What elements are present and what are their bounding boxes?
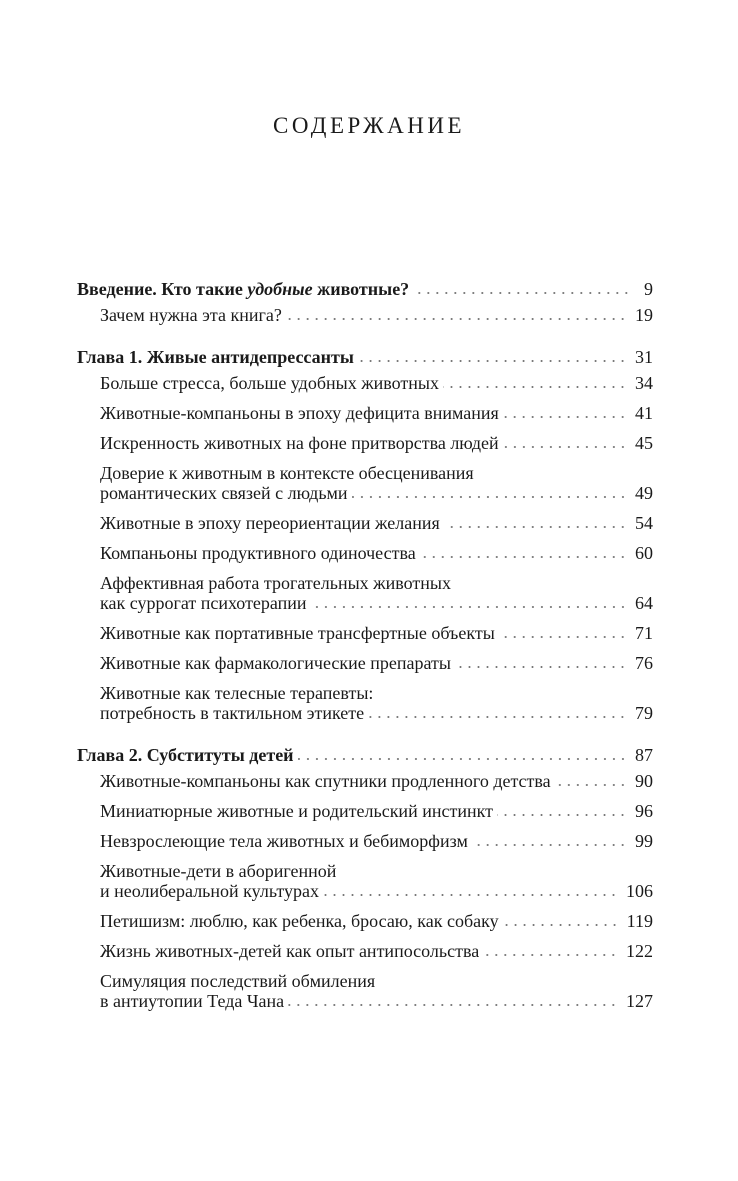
toc-entry-line xyxy=(100,653,653,673)
dot-leader xyxy=(443,385,627,389)
toc-entry-text: Животные как портативные трансфертные объекты xyxy=(100,623,495,643)
toc-entry-line xyxy=(100,703,653,723)
page-number: 31 xyxy=(635,347,653,367)
page-number: 54 xyxy=(635,513,653,533)
toc-entry-line xyxy=(100,623,653,643)
page-number: 119 xyxy=(626,911,653,931)
toc-entry[interactable] xyxy=(77,831,653,851)
toc-entry-line xyxy=(100,543,653,563)
toc-section-chapter-2 xyxy=(77,745,653,1011)
page-number: 60 xyxy=(635,543,653,563)
page-number: 99 xyxy=(635,831,653,851)
toc-entry[interactable] xyxy=(77,653,653,673)
toc-section-intro xyxy=(77,279,653,325)
dot-leader xyxy=(311,605,627,609)
toc-entry-text: потребность в тактильном этикете xyxy=(100,703,365,723)
table-of-contents xyxy=(77,279,653,1011)
toc-entry[interactable] xyxy=(77,801,653,821)
toc-entry-text: в антиутопии Теда Чана xyxy=(100,991,285,1011)
toc-entry-line xyxy=(100,881,653,901)
dot-leader xyxy=(483,953,618,957)
dot-leader xyxy=(444,525,627,529)
dot-leader xyxy=(503,923,619,927)
toc-heading-chapter-1[interactable] xyxy=(77,347,653,367)
toc-entry-text: Животные в эпоху переориентации желания xyxy=(100,513,440,533)
dot-leader xyxy=(503,415,627,419)
toc-entry-line xyxy=(100,573,653,593)
page-number: 19 xyxy=(635,305,653,325)
toc-entry[interactable] xyxy=(77,403,653,423)
toc-heading-text: Глава 1. Живые антидепрессанты xyxy=(77,347,354,367)
page-number: 127 xyxy=(626,991,653,1011)
toc-entry-text: Животные-компаньоны как спутники продленного детства xyxy=(100,771,551,791)
toc-entry[interactable] xyxy=(77,463,653,503)
toc-entry[interactable] xyxy=(77,971,653,1011)
page-number: 45 xyxy=(635,433,653,453)
toc-entry[interactable] xyxy=(77,433,653,453)
toc-entry[interactable] xyxy=(77,305,653,325)
toc-entry-line xyxy=(100,861,653,881)
toc-entry-line xyxy=(100,941,653,961)
dot-leader xyxy=(503,445,627,449)
dot-leader xyxy=(323,893,618,897)
toc-entry-text: Животные как фармакологические препараты xyxy=(100,653,451,673)
page-number: 49 xyxy=(635,483,653,503)
toc-entry-line xyxy=(100,911,653,931)
toc-entry-line xyxy=(100,831,653,851)
dot-leader xyxy=(555,783,627,787)
toc-entry-line xyxy=(100,403,653,423)
dot-leader xyxy=(288,1003,618,1007)
dot-leader xyxy=(420,555,627,559)
toc-entry-text: Доверие к животным в контексте обесценивания xyxy=(100,463,474,483)
dot-leader xyxy=(497,813,627,817)
page-number: 76 xyxy=(635,653,653,673)
toc-entry-text: Компаньоны продуктивного одиночества xyxy=(100,543,416,563)
page-number: 34 xyxy=(635,373,653,393)
toc-entry-text: Миниатюрные животные и родительский инстинкт xyxy=(100,801,493,821)
toc-entry-text: и неолиберальной культурах xyxy=(100,881,319,901)
toc-entry-line xyxy=(100,771,653,791)
page-number: 9 xyxy=(644,279,653,299)
toc-entry-text: Животные-компаньоны в эпоху дефицита внимания xyxy=(100,403,499,423)
page-number: 41 xyxy=(635,403,653,423)
toc-entry-line xyxy=(100,683,653,703)
toc-entry-line xyxy=(100,433,653,453)
toc-entry-line xyxy=(100,373,653,393)
dot-leader xyxy=(352,495,627,499)
dot-leader xyxy=(358,359,627,363)
toc-entry-line xyxy=(100,971,653,991)
dot-leader xyxy=(298,757,627,761)
toc-entry-text: Животные как телесные терапевты: xyxy=(100,683,374,703)
toc-entry-line xyxy=(100,991,653,1011)
dot-leader xyxy=(413,291,631,295)
toc-entry[interactable] xyxy=(77,623,653,643)
page-number: 90 xyxy=(635,771,653,791)
toc-entry[interactable] xyxy=(77,861,653,901)
toc-heading-text: Глава 2. Субституты детей xyxy=(77,745,294,765)
toc-entry-text: Зачем нужна эта книга? xyxy=(100,305,282,325)
dot-leader xyxy=(455,665,627,669)
toc-entry[interactable] xyxy=(77,373,653,393)
page-number: 64 xyxy=(635,593,653,613)
toc-entry-line xyxy=(100,801,653,821)
page-number: 122 xyxy=(626,941,653,961)
toc-entry-text: Больше стресса, больше удобных животных xyxy=(100,373,440,393)
toc-entry-text: Петишизм: люблю, как ребенка, бросаю, как собаку xyxy=(100,911,499,931)
toc-heading-text: Введение. Кто такие удобные животные? xyxy=(77,279,410,299)
toc-entry-text: Животные-дети в аборигенной xyxy=(100,861,337,881)
toc-entry[interactable] xyxy=(77,543,653,563)
dot-leader xyxy=(368,715,627,719)
toc-entry-text: Искренность животных на фоне притворства людей xyxy=(100,433,499,453)
page-number: 71 xyxy=(635,623,653,643)
toc-entry[interactable] xyxy=(77,513,653,533)
page-number: 106 xyxy=(626,881,653,901)
toc-entry-text: Аффективная работа трогательных животных xyxy=(100,573,451,593)
toc-entry-line xyxy=(100,483,653,503)
toc-entry-text: Невзрослеющие тела животных и бебиморфизм xyxy=(100,831,468,851)
toc-entry[interactable] xyxy=(77,573,653,613)
toc-entry[interactable] xyxy=(77,771,653,791)
dot-leader xyxy=(472,843,627,847)
toc-entry-text: Симуляция последствий обмиления xyxy=(100,971,376,991)
page-title: СОДЕРЖАНИЕ xyxy=(272,113,465,138)
page-number: 96 xyxy=(635,801,653,821)
toc-entry-text: Жизнь животных-детей как опыт антипосольства xyxy=(100,941,480,961)
toc-entry-line xyxy=(100,305,653,325)
page-number: 79 xyxy=(635,703,653,723)
toc-entry-line xyxy=(100,593,653,613)
toc-entry-text: как суррогат психотерапии xyxy=(100,593,307,613)
toc-entry-text: романтических связей с людьми xyxy=(100,483,348,503)
page-number: 87 xyxy=(635,745,653,765)
dot-leader xyxy=(499,635,627,639)
toc-section-chapter-1 xyxy=(77,347,653,723)
toc-entry[interactable] xyxy=(77,941,653,961)
toc-entry-line xyxy=(100,463,653,483)
dot-leader xyxy=(286,317,627,321)
toc-entry[interactable] xyxy=(77,683,653,723)
toc-heading-intro[interactable] xyxy=(77,279,653,299)
toc-entry-line xyxy=(100,513,653,533)
toc-heading-chapter-2[interactable] xyxy=(77,745,653,765)
toc-entry[interactable] xyxy=(77,911,653,931)
